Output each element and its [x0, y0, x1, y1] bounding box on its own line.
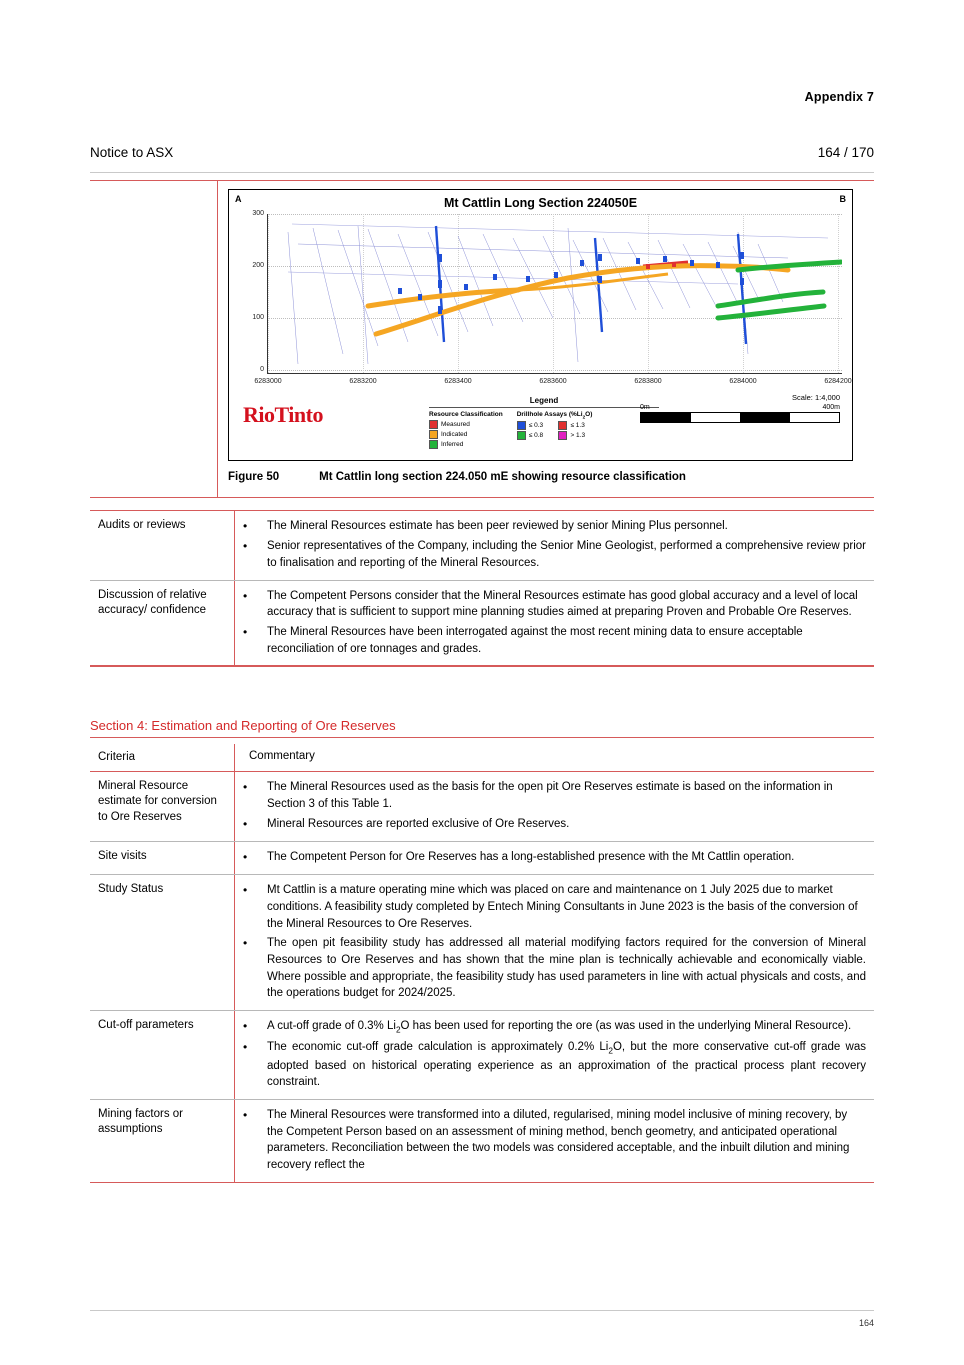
legend-item	[429, 430, 503, 439]
section-marker-b: B	[839, 194, 846, 204]
legend-label: > 1.3	[570, 432, 586, 440]
table-row	[90, 1099, 874, 1182]
bullet-item	[243, 518, 866, 535]
bullet-text: The Mineral Resources were transformed into a diluted, regularised, mining model inclusive of mining recovery, by the Competent Person based on an assessment of mining method, bench geometry, and anticipated operational parameters. Reconciliation between the two models was considered acceptable, and the inbuilt dilution and mining recovery reflect the	[267, 1108, 850, 1171]
bullet-item	[243, 849, 866, 866]
bullet-text: Mineral Resources are reported exclusive of Ore Reserves.	[267, 817, 570, 830]
commentary-cell	[235, 875, 875, 1011]
legend-label: ≤ 0.3	[528, 422, 544, 430]
footer-divider	[90, 1310, 874, 1311]
chart-legend	[429, 396, 659, 450]
bullet-icon: •	[243, 588, 248, 603]
legend-label: Inferred	[441, 441, 464, 448]
bullet-item	[243, 588, 866, 621]
bullet-icon: •	[243, 1107, 248, 1122]
swatch-assay-high-icon	[558, 431, 567, 440]
bullet-item	[243, 1039, 866, 1091]
header-page-count: 164 / 170	[817, 145, 874, 160]
legend-item	[517, 421, 551, 430]
criteria-cell: Cut-off parameters	[90, 1011, 235, 1100]
bullet-item	[243, 882, 866, 932]
bullet-item	[243, 624, 866, 657]
chart-title: Mt Cattlin Long Section 224050E	[443, 196, 638, 210]
bullet-icon: •	[243, 816, 248, 831]
commentary-cell	[235, 1099, 875, 1182]
section-heading: Section 4: Estimation and Reporting of Ore Reserves	[90, 718, 874, 738]
section-marker-a: A	[235, 194, 242, 204]
bullet-icon: •	[243, 1019, 248, 1033]
legend-divider	[429, 407, 659, 408]
bullet-icon: •	[243, 883, 248, 898]
swatch-assay-mid-high-icon	[558, 421, 567, 430]
bullet-item	[243, 538, 866, 571]
x-tick: 6283400	[444, 378, 472, 385]
swatch-measured-icon	[429, 420, 438, 429]
bullet-text: The Mineral Resources estimate has been peer reviewed by senior Mining Plus personnel.	[267, 520, 728, 532]
legend-label: ≤ 0.8	[528, 432, 544, 440]
chart-plot-area	[252, 210, 852, 385]
y-tick: 300	[252, 210, 264, 217]
legend-item	[429, 420, 503, 429]
criteria-cell: Site visits	[90, 841, 235, 874]
y-tick: 200	[252, 262, 264, 269]
legend-item	[558, 421, 592, 430]
commentary-cell	[235, 511, 875, 581]
x-tick: 6283600	[539, 378, 567, 385]
legend-label: ≤ 1.3	[570, 422, 585, 430]
column-header-commentary: Commentary	[235, 744, 875, 772]
bullet-icon: •	[243, 625, 248, 640]
bullet-item	[243, 816, 866, 833]
chart-geology-graphics	[268, 214, 842, 373]
bullet-text: The Mineral Resources used as the basis for the open pit Ore Reserves estimate is based on the information in Section 3 of this Table 1.	[267, 781, 833, 810]
bullet-icon: •	[243, 780, 248, 795]
commentary-cell	[235, 580, 875, 666]
legend-item	[517, 431, 551, 440]
header-document-title: Notice to ASX	[90, 145, 174, 160]
y-tick: 100	[252, 314, 264, 321]
bullet-item	[243, 1018, 866, 1036]
scale-text: Scale: 1:4,000	[792, 393, 840, 402]
page-header	[90, 145, 874, 160]
figure-left-spacer	[90, 181, 218, 497]
legend-item	[558, 431, 592, 440]
bullet-text: Mt Cattlin is a mature operating mine which was placed on care and maintenance on 1 July 2025 due to market conditions. A feasibility study completed by Entech Mining Consultants in June 2023 is the basis of the conversion of the Mineral Resources to Ore Reserves.	[267, 884, 858, 930]
x-tick: 6283200	[349, 378, 377, 385]
long-section-chart	[228, 189, 853, 461]
swatch-indicated-icon	[429, 430, 438, 439]
bullet-text: The economic cut-off grade calculation is approximately 0.2% $Li_2O$, but the more conservative cut-off grade was adopted based on historical operating experience as an approximation of the practical process plant recovery constraint.	[267, 1041, 866, 1089]
criteria-cell: Mineral Resource estimate for conversion to Ore Reserves	[90, 772, 235, 842]
bullet-text: A cut-off grade of 0.3% $Li_2O$ has been used for reporting the ore (as was used in the underlying Mineral Resource).	[267, 1020, 852, 1035]
figure-caption-text: Mt Cattlin long section 224.050 mE showing resource classification	[319, 471, 686, 483]
scale-bar	[640, 412, 840, 423]
figure-caption	[228, 471, 864, 487]
y-tick: 0	[260, 366, 264, 373]
bullet-icon: •	[243, 519, 248, 533]
x-tick: 6284200	[824, 378, 852, 385]
legend-item	[429, 440, 503, 449]
bullet-text: The Competent Persons consider that the Mineral Resources estimate has good global accuracy and a level of local accuracy that is sufficient to support mine planning studies aimed at preparing Proven and Probable Ore Reserves.	[267, 589, 858, 619]
bullet-icon: •	[243, 849, 248, 864]
figure-content	[218, 181, 874, 497]
legend-label: Measured	[441, 421, 470, 428]
bullet-text: Senior representatives of the Company, including the Senior Mine Geologist, performed a comprehensive review prior to finalisation and reporting of the Mineral Resources.	[267, 540, 866, 570]
x-tick: 6284000	[729, 378, 757, 385]
column-header-criteria: Criteria	[90, 744, 235, 772]
criteria-cell: Study Status	[90, 875, 235, 1011]
bullet-item	[243, 1107, 866, 1174]
legend-title: Legend	[529, 396, 559, 405]
table-row	[90, 1011, 874, 1100]
footer-page-number: 164	[858, 1318, 874, 1328]
table-row	[90, 772, 874, 842]
criteria-table-top	[90, 510, 874, 667]
x-tick: 6283800	[634, 378, 662, 385]
swatch-assay-low-icon	[517, 421, 526, 430]
table-row	[90, 580, 874, 666]
bullet-item	[243, 935, 866, 1002]
legend-resource-classification	[429, 411, 503, 450]
scale-label-left: 0m	[640, 404, 650, 411]
figure-number: Figure 50	[228, 471, 280, 483]
criteria-cell: Mining factors or assumptions	[90, 1099, 235, 1182]
appendix-label: Appendix 7	[804, 90, 874, 104]
bullet-text: The Competent Person for Ore Reserves has a long-established presence with the Mt Cattlin operation.	[267, 850, 795, 863]
bullet-icon: •	[243, 539, 248, 554]
table-row	[90, 511, 874, 581]
figure-block	[90, 180, 874, 498]
bullet-item	[243, 779, 866, 812]
commentary-cell	[235, 1011, 875, 1100]
swatch-assay-mid-icon	[517, 431, 526, 440]
commentary-cell	[235, 772, 875, 842]
legend-assay-title: Drillhole Assays $(\%Li_2O)$	[516, 411, 593, 420]
riotinto-logo: RioTinto	[243, 402, 323, 427]
swatch-inferred-icon	[429, 440, 438, 449]
legend-resource-title: Resource Classification	[429, 411, 503, 418]
table-row	[90, 841, 874, 874]
legend-drillhole-assays	[517, 411, 593, 450]
legend-label: Indicated	[441, 431, 468, 438]
scale-label-right: 400m	[822, 404, 840, 411]
table-header-row	[90, 744, 874, 772]
bullet-icon: •	[243, 1040, 248, 1055]
x-tick: 6283000	[254, 378, 282, 385]
bullet-text: The Mineral Resources have been interrogated against the most recent mining data to ensure acceptable reconciliation of ore tonnages and grades.	[267, 626, 803, 655]
criteria-cell: Discussion of relative accuracy/ confidence	[90, 580, 235, 666]
criteria-table-ore-reserves	[90, 744, 874, 1183]
commentary-cell	[235, 841, 875, 874]
table-row	[90, 875, 874, 1011]
chart-scale	[640, 393, 840, 423]
bullet-icon: •	[243, 936, 248, 951]
header-divider	[90, 172, 874, 173]
bullet-text: The open pit feasibility study has addressed all material modifying factors required for the conversion of Mineral Resources to Ore Reserves and has shown that the mine plan is technically achievable and economically viable. Where possible and appropriate, the feasibility study has used parameters in line with actual physicals and costs, and the operations budget for 2024/2025.	[267, 937, 866, 1000]
criteria-cell: Audits or reviews	[90, 511, 235, 581]
